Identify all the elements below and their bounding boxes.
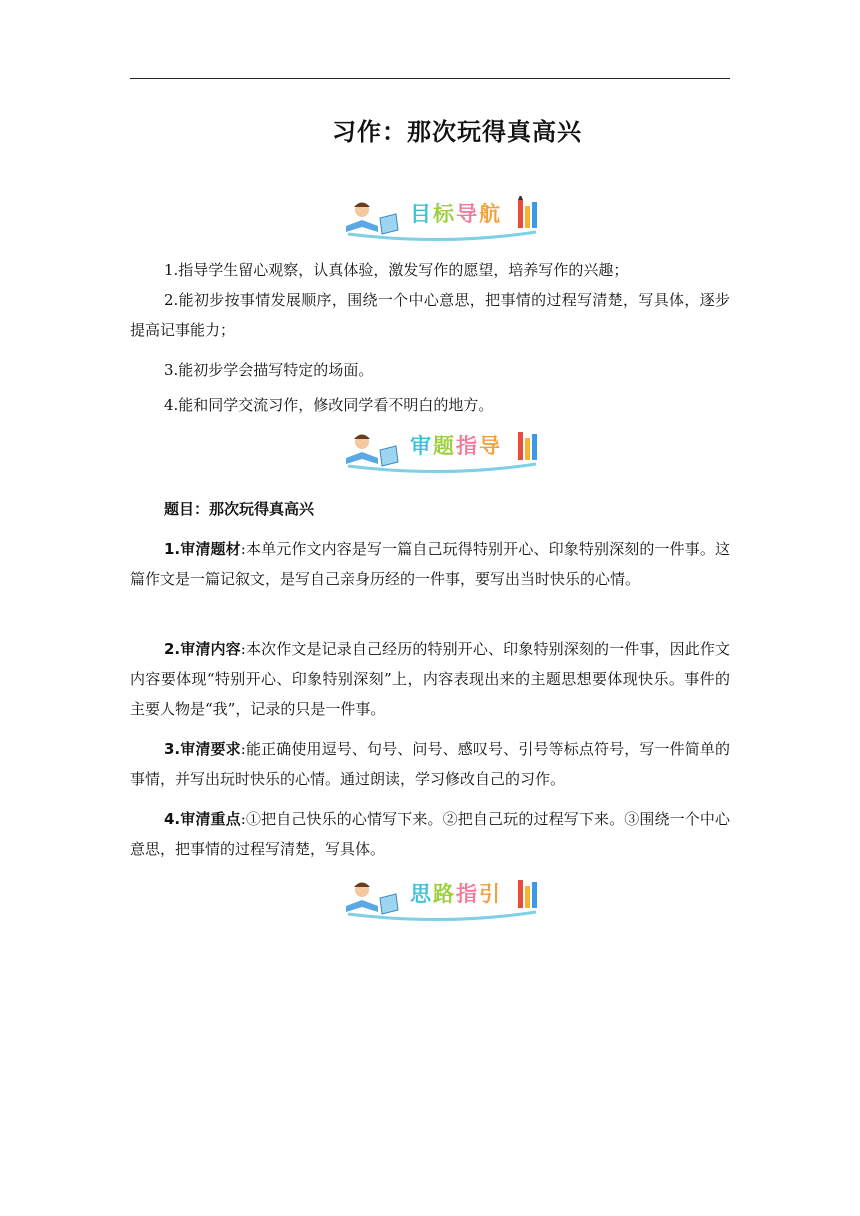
- review-item-lead: 2.审清内容: [164, 640, 241, 658]
- goal-item-3: 3.能初步学会描写特定的场面。: [164, 361, 374, 379]
- section-banner-ideas: [340, 876, 550, 924]
- page-title: 习作：那次玩得真高兴: [332, 118, 582, 146]
- goal-item-2: 2.能初步按事情发展顺序，围绕一个中心意思，把事情的过程写清楚，写具体，逐步提高记事能力；: [130, 291, 730, 339]
- review-item-text: :①把自己快乐的心情写下来。②把自己玩的过程写下来。③围绕一个中心意思，把事情的过程写清楚，写具体。: [130, 810, 731, 858]
- section-banner-goals: [340, 196, 550, 244]
- banner-label: 审题指导: [410, 434, 502, 458]
- review-item-lead: 3.审清要求: [164, 740, 241, 758]
- topic-line: 题目：那次玩得真高兴: [164, 500, 315, 518]
- banner-label: 目标导航: [410, 202, 502, 226]
- review-item-text: :能正确使用逗号、句号、问号、感叹号、引号等标点符号，写一件简单的事情，并写出玩时快乐的心情。通过朗读，学习修改自己的习作。: [130, 740, 731, 788]
- review-item-lead: 1.审清题材: [164, 540, 241, 558]
- review-item-3: [130, 734, 730, 794]
- header-rule: [130, 78, 730, 79]
- review-item-4: [130, 804, 730, 864]
- goal-item-4: 4.能和同学交流习作，修改同学看不明白的地方。: [164, 396, 494, 414]
- review-item-text: :本次作文是记录自己经历的特别开心、印象特别深刻的一件事，因此作文内容要体现“特别开心、印象特别深刻”上，内容表现出来的主题思想要体现快乐。事件的主要人物是“我”，记录的只是一件事。: [130, 640, 731, 718]
- banner-label: 思路指引: [410, 882, 502, 906]
- review-item-2: [130, 634, 730, 724]
- review-item-1: [130, 534, 730, 594]
- section-banner-review: [340, 428, 550, 476]
- review-item-text: :本单元作文内容是写一篇自己玩得特别开心、印象特别深刻的一件事。这篇作文是一篇记叙文，是写自己亲身历经的一件事，要写出当时快乐的心情。: [130, 540, 731, 588]
- goal-item-1: 1.指导学生留心观察，认真体验，激发写作的愿望，培养写作的兴趣；: [164, 261, 629, 279]
- review-item-lead: 4.审清重点: [164, 810, 241, 828]
